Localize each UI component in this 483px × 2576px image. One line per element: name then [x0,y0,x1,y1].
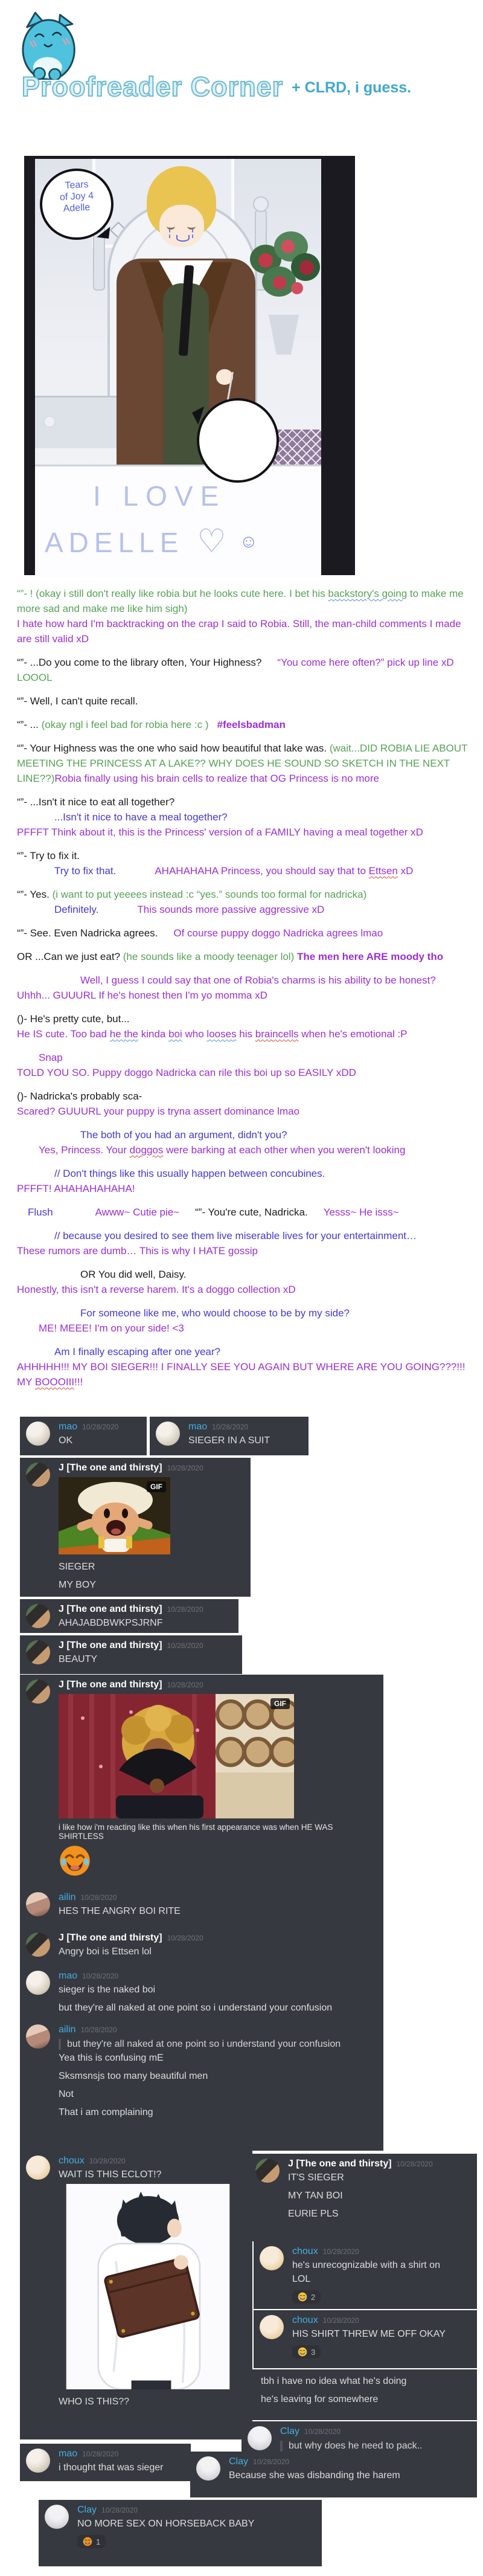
commentary-line: “”- ...Isn't it nice to eat all together? [17,796,175,808]
proofreader-commentary [17,586,477,1389]
commentary-line: OR ...Can we just eat? (he sounds like a moody teenager lol) The men here ARE moody tho [17,951,444,962]
commentary-line: // because you desired to see them live miserable lives for your entertainment… [54,1230,417,1241]
avatar [156,1422,180,1446]
commentary-line: Uhhh... GUUURL If he's honest then I'm yo momma xD [17,990,267,1001]
timestamp: 10/28/2020 [82,1423,119,1431]
commentary-line: Flush Awww~ Cutie pie~ “”- You're cute, Nadricka. Yesss~ He isss~ [28,1206,399,1218]
avatar [45,2505,69,2529]
page-header [0,0,483,155]
gif-badge: GIF [270,1698,290,1709]
discord-screenshot-group-1 [20,1417,322,1675]
reaction-count: 2 [311,2292,316,2302]
drag-queen-gif [59,1694,294,1818]
message-text: OK [59,1435,73,1446]
avatar [26,2449,50,2473]
laugh-reaction[interactable] [292,2345,321,2359]
avatar [26,1422,50,1446]
commentary-line: ()- He's pretty cute, but... [17,1013,130,1025]
avatar [26,2156,50,2180]
message-text: AHAJABDBWKPSJRNF [59,1618,163,1628]
vase [266,315,302,355]
timestamp: 10/28/2020 [167,1681,203,1689]
message-text: That i am complaining [59,2107,153,2117]
toad-gif [59,1477,170,1554]
page-subtitle: + CLRD, i guess. [292,79,412,96]
page-title: Proofreader Corner [22,71,284,102]
username: ailin [59,1892,76,1902]
commentary-line: “”- ! (okay i still don't really like robia but he looks cute here. I bet his backstory's going to make me more sad and make me like him sigh) [17,588,464,614]
timestamp: 10/28/2020 [322,2247,359,2256]
commentary-line: “”- ... (okay ngl i feel bad for robia here :c ) #feelsbadman [17,719,286,730]
empty-speech-bubble [197,398,279,483]
message-text: Sksmsnsjs too many beautiful men [59,2071,208,2081]
briefcase-man-panel-image [59,2184,237,2389]
handwriting-line2: ADELLE ♡ ☺ [45,523,258,559]
message-text: tbh i have no idea what he's doing [261,2376,407,2386]
username: J [The one and thirsty] [59,1463,162,1473]
commentary-line: PFFFT! AHAHAHAHAHA! [17,1183,135,1194]
username: J [The one and thirsty] [288,2159,392,2169]
discord-screenshot-group-3 [0,2149,483,2572]
avatar [196,2456,220,2481]
timestamp: 10/28/2020 [167,1934,203,1942]
discord-screenshot-group-2 [20,1675,383,2151]
username: mao [59,1971,78,1981]
username: mao [59,1422,78,1432]
commentary-line: Well, I guess I could say that one of Robia's charms is his ability to be honest? [80,974,436,986]
timestamp: 10/28/2020 [212,1423,249,1431]
message-text: LOL [292,2274,311,2284]
commentary-line: These rumors are dumb… This is why I HATE gossip [17,1245,258,1257]
avatar [248,2426,272,2450]
message-text: i thought that was sieger [59,2462,164,2473]
username: J [The one and thirsty] [59,1604,162,1614]
username: Clay [280,2426,300,2436]
discord-message-panel [150,1417,309,1455]
timestamp: 10/28/2020 [82,1972,119,1980]
commentary-line: Definitely. This sounds more passive aggressive xD [54,904,325,915]
timestamp: 10/28/2020 [80,2026,117,2034]
quoted-message: but they're all naked at one point so i understand your confusion [59,2039,377,2050]
discord-message-panel [254,2241,477,2309]
message-text: IT'S SIEGER [288,2172,344,2183]
commentary-line: “”- Yes. (i want to put yeeees instead :c “yes.” sounds too formal for nadricka) [17,889,367,900]
message-text: Because she was disbanding the harem [229,2470,400,2481]
avatar [255,2159,280,2183]
railing [35,396,120,448]
blue-cat-mascot-icon [17,2,85,80]
commentary-line: // Don't things like this usually happen between concubines. [54,1168,325,1179]
timestamp: 10/28/2020 [167,1605,203,1614]
timestamp: 10/28/2020 [253,2458,290,2466]
commentary-line: PFFFT Think about it, this is the Princess' version of a FAMILY having a meal together xD [17,826,423,838]
message-text: Angry boi is Ettsen lol [59,1946,152,1957]
speech-bubble-note: Tears of Joy 4 Adelle [40,169,114,240]
discord-message-panel [20,2444,191,2481]
message-text: HES THE ANGRY BOI RITE [59,1906,181,1916]
avatar [26,1933,50,1957]
heart-doodle-icon: ♡ [197,523,226,559]
timestamp: 10/28/2020 [89,2157,126,2165]
character-face [159,205,204,247]
commentary-line: “”- Well, I can't quite recall. [17,695,138,707]
username: J [The one and thirsty] [59,1640,162,1650]
commentary-line: “”- Try to fix it. [17,850,80,861]
timestamp: 10/28/2020 [80,1893,117,1902]
smiley-doodle-icon: ☺ [239,532,258,552]
laugh-reaction[interactable] [292,2290,321,2304]
table-with-writing [35,465,321,577]
message-text: WHO IS THIS?? [59,2397,130,2407]
message-text: WAIT IS THIS ECLOT!? [59,2169,162,2180]
discord-message-panel [20,1599,238,1633]
avatar [26,1640,50,1664]
drag-queen-gif-image [59,1694,294,1818]
avatar [260,2315,284,2339]
message-text: he's leaving for somewhere [261,2394,379,2404]
username: Clay [77,2505,97,2515]
reaction-count: 1 [96,2537,101,2546]
commentary-line: For someone like me, who would choose to be by my side? [80,1307,350,1319]
reaction-count: 3 [311,2347,316,2357]
flower-bouquet [246,227,321,317]
commentary-line: ()- Nadricka's probably sca- [17,1090,142,1102]
username: ailin [59,2024,76,2035]
avatar [26,2024,50,2049]
timestamp: 10/28/2020 [396,2160,433,2168]
discord-message-panel [20,1417,147,1455]
username: choux [59,2156,85,2166]
commentary-line: AHHHHH!!! MY BOI SIEGER!!! I FINALLY SEE YOU AGAIN BUT WHERE ARE YOU GOING???!!! MY BOOOIII!!! [17,1361,465,1388]
username: mao [59,2449,78,2459]
laugh-reaction[interactable] [77,2535,106,2548]
discord-message-panel [20,2151,252,2439]
timestamp: 10/28/2020 [101,2506,138,2514]
timestamp: 10/28/2020 [82,2450,119,2458]
commentary-line: OR You did well, Daisy. [80,1269,187,1280]
gif-badge: GIF [147,1481,166,1492]
comic-panel-illustration [24,156,355,575]
message-text: sieger is the naked boi [59,1985,156,1995]
avatar [26,1971,50,1995]
message-text: SIEGER IN A SUIT [188,1435,270,1446]
username: choux [292,2246,318,2256]
commentary-line: ME! MEEE! I'm on your side! <3 [39,1322,184,1334]
commentary-line: Snap [39,1052,63,1063]
avatar [26,1679,50,1704]
handwriting-line1: I LOVE [93,480,226,512]
laughing-emoji-icon [298,2292,307,2302]
avatar [260,2246,284,2270]
timestamp: 10/28/2020 [322,2316,359,2325]
timestamp: 10/28/2020 [304,2427,341,2436]
message-text: BEAUTY [59,1654,98,1664]
quoted-message: but why does he need to pack.. [280,2441,471,2452]
commentary-line: “”- ...Do you come to the library often, Your Highness? “You come here often?” pick up line xD [17,657,454,668]
commentary-line: Honestly, this isn't a reverse harem. It's a doggo collection xD [17,1284,296,1295]
commentary-line: Yes, Princess. Your doggos were barking at each other when you weren't looking [39,1144,406,1156]
commentary-line: I hate how hard I'm backtracking on the crap I said to Robia. Still, the man-child comments I made are still valid xD [17,618,461,645]
timestamp: 10/28/2020 [167,1641,203,1650]
commentary-line: ...Isn't it nice to have a meal together? [54,811,228,823]
message-text: SIEGER [59,1562,95,1572]
username: J [The one and thirsty] [59,1679,162,1690]
laughing-emoji-icon [298,2347,307,2357]
username: mao [188,1422,208,1432]
discord-message-panel [249,2154,477,2241]
message-text: Not [59,2089,74,2099]
commentary-line: “”- Your Highness was the one who said how beautiful that lake was. (wait...DID ROBIA LIE ABOUT MEETING THE PRINCESS AT A LAKE?? WHY DOES HE SOUND SO SKETCH IN THE NEXT LINE??)Robia finally using his brain cells to realize that OG Princess is no more [17,742,468,784]
message-text: MY TAN BOI [288,2191,343,2201]
username: choux [292,2315,318,2325]
discord-message-panel [252,2369,477,2420]
commentary-line: Am I finally escaping after one year? [54,1346,220,1357]
discord-message-panel [190,2452,477,2497]
discord-message-panel [39,2500,322,2566]
message-text: NO MORE SEX ON HORSEBACK BABY [77,2519,255,2529]
briefcase-man-image [59,2184,237,2389]
message-text: he's unrecognizable with a shirt on [292,2260,440,2270]
message-text: Yea this is confusing mE [59,2053,164,2063]
discord-message-panel [20,1458,251,1597]
message-text: EURIE PLS [288,2209,339,2219]
commentary-line: Try to fix that. AHAHAHAHA Princess, you should say that to Ettsen xD [54,865,414,877]
laughing-crying-emoji-icon [59,1844,91,1877]
message-text: i like how i'm reacting like this when his first appearance was when HE WAS SHIRTLESS [59,1823,333,1841]
timestamp: 10/28/2020 [167,1464,203,1472]
commentary-line: TOLD YOU SO. Puppy doggo Nadricka can rile this boi up so EASILY xDD [17,1067,356,1078]
discord-message-panel [254,2310,477,2368]
laughing-emoji-icon [83,2537,92,2546]
commentary-line: He IS cute. Too bad he the kinda boi who looses his braincells when he's emotional :P [17,1028,408,1040]
message-text: MY BOY [59,1580,96,1590]
commentary-line: LOOOL [17,672,53,683]
username: Clay [229,2456,249,2467]
commentary-line: “”- See. Even Nadricka agrees. Of course puppy doggo Nadricka agrees lmao [17,927,383,939]
avatar [26,1463,50,1487]
commentary-line: The both of you had an argument, didn't you? [80,1129,287,1141]
message-text: but they're all naked at one point so i understand your confusion [59,2003,333,2013]
username: J [The one and thirsty] [59,1933,162,1943]
commentary-line: Scared? GUUURL your puppy is tryna assert dominance lmao [17,1106,300,1117]
discord-message-panel [20,1635,242,1674]
message-text: HIS SHIRT THREW ME OFF OKAY [292,2329,446,2339]
avatar [26,1604,50,1628]
avatar [26,1892,50,1916]
